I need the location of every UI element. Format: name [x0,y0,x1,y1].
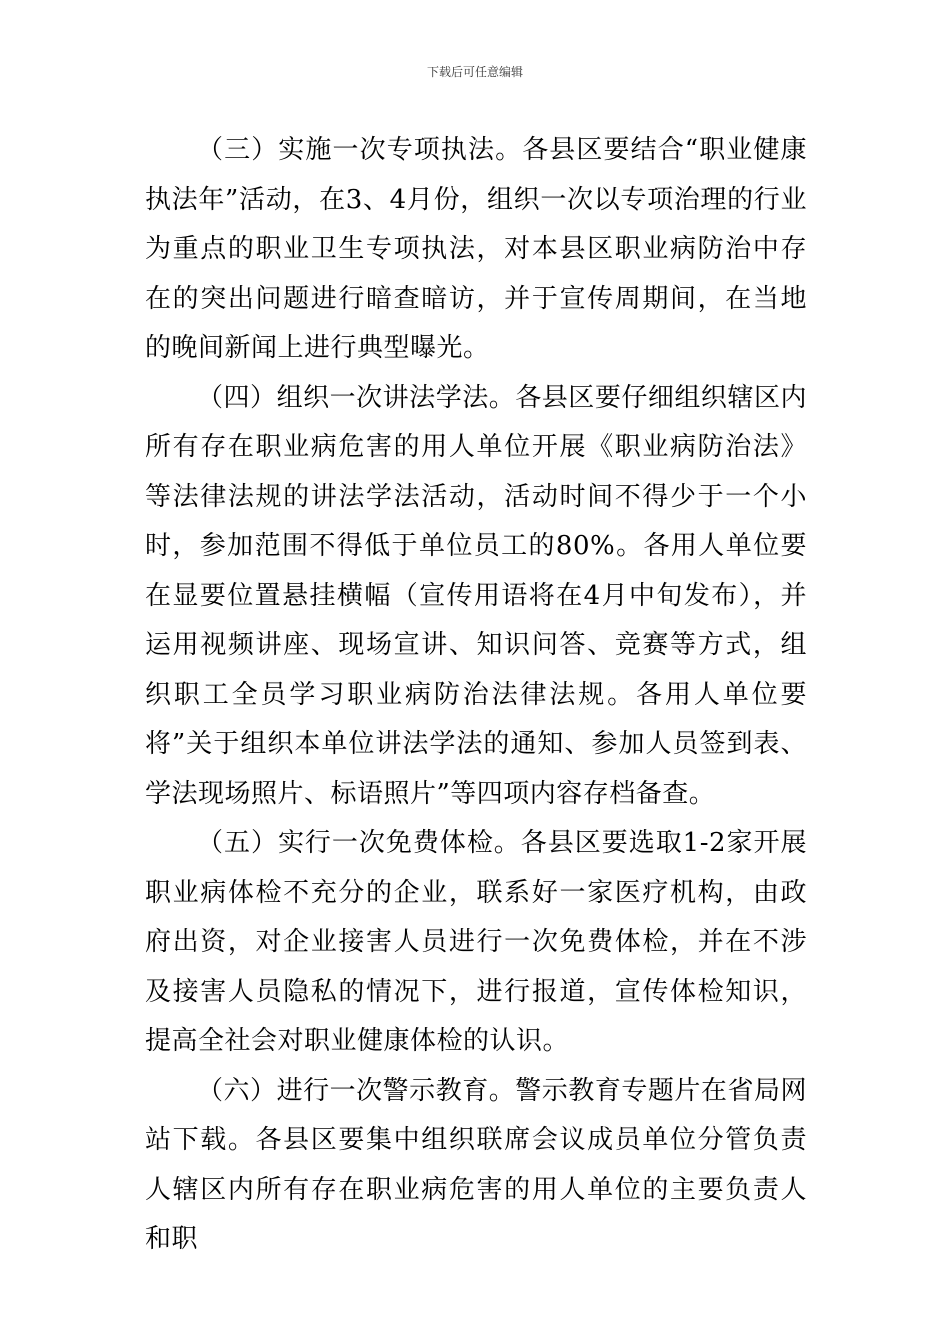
paragraph-section-4: （四）组织一次讲法学法。各县区要仔细组织辖区内所有存在职业病危害的用人单位开展《职业病防治法》等法律法规的讲法学法活动，活动时间不得少于一个小时，参加范围不得低于单位员工的80%。各用人单位要在显要位置悬挂横幅（宣传用语将在4月中旬发布），并运用视频讲座、现场宣讲、知识问答、竞赛等方式，组织职工全员学习职业病防治法律法规。各用人单位要将”关于组织本单位讲法学法的通知、参加人员签到表、学法现场照片、标语照片”等四项内容存档备查。 [145,382,807,809]
paragraph-section-5: （五）实行一次免费体检。各县区要选取1-2家开展职业病体检不充分的企业，联系好一家医疗机构，由政府出资，对企业接害人员进行一次免费体检，并在不涉及接害人员隐私的情况下，进行报道，宣传体检知识，提高全社会对职业健康体检的认识。 [145,828,807,1056]
page-header: 下载后可任意编辑 [426,65,523,79]
paragraph-section-3: （三）实施一次专项执法。各县区要结合“职业健康执法年”活动，在3、4月份，组织一次以专项治理的行业为重点的职业卫生专项执法，对本县区职业病防治中存在的突出问题进行暗查暗访，并于宣传周期间，在当地的晚间新闻上进行典型曝光。 [145,135,807,363]
paragraph-section-6: （六）进行一次警示教育。警示教育专题片在省局网站下载。各县区要集中组织联席会议成员单位分管负责人辖区内所有存在职业病危害的用人单位的主要负责人和职 [145,1075,807,1254]
document-body [145,126,807,1265]
